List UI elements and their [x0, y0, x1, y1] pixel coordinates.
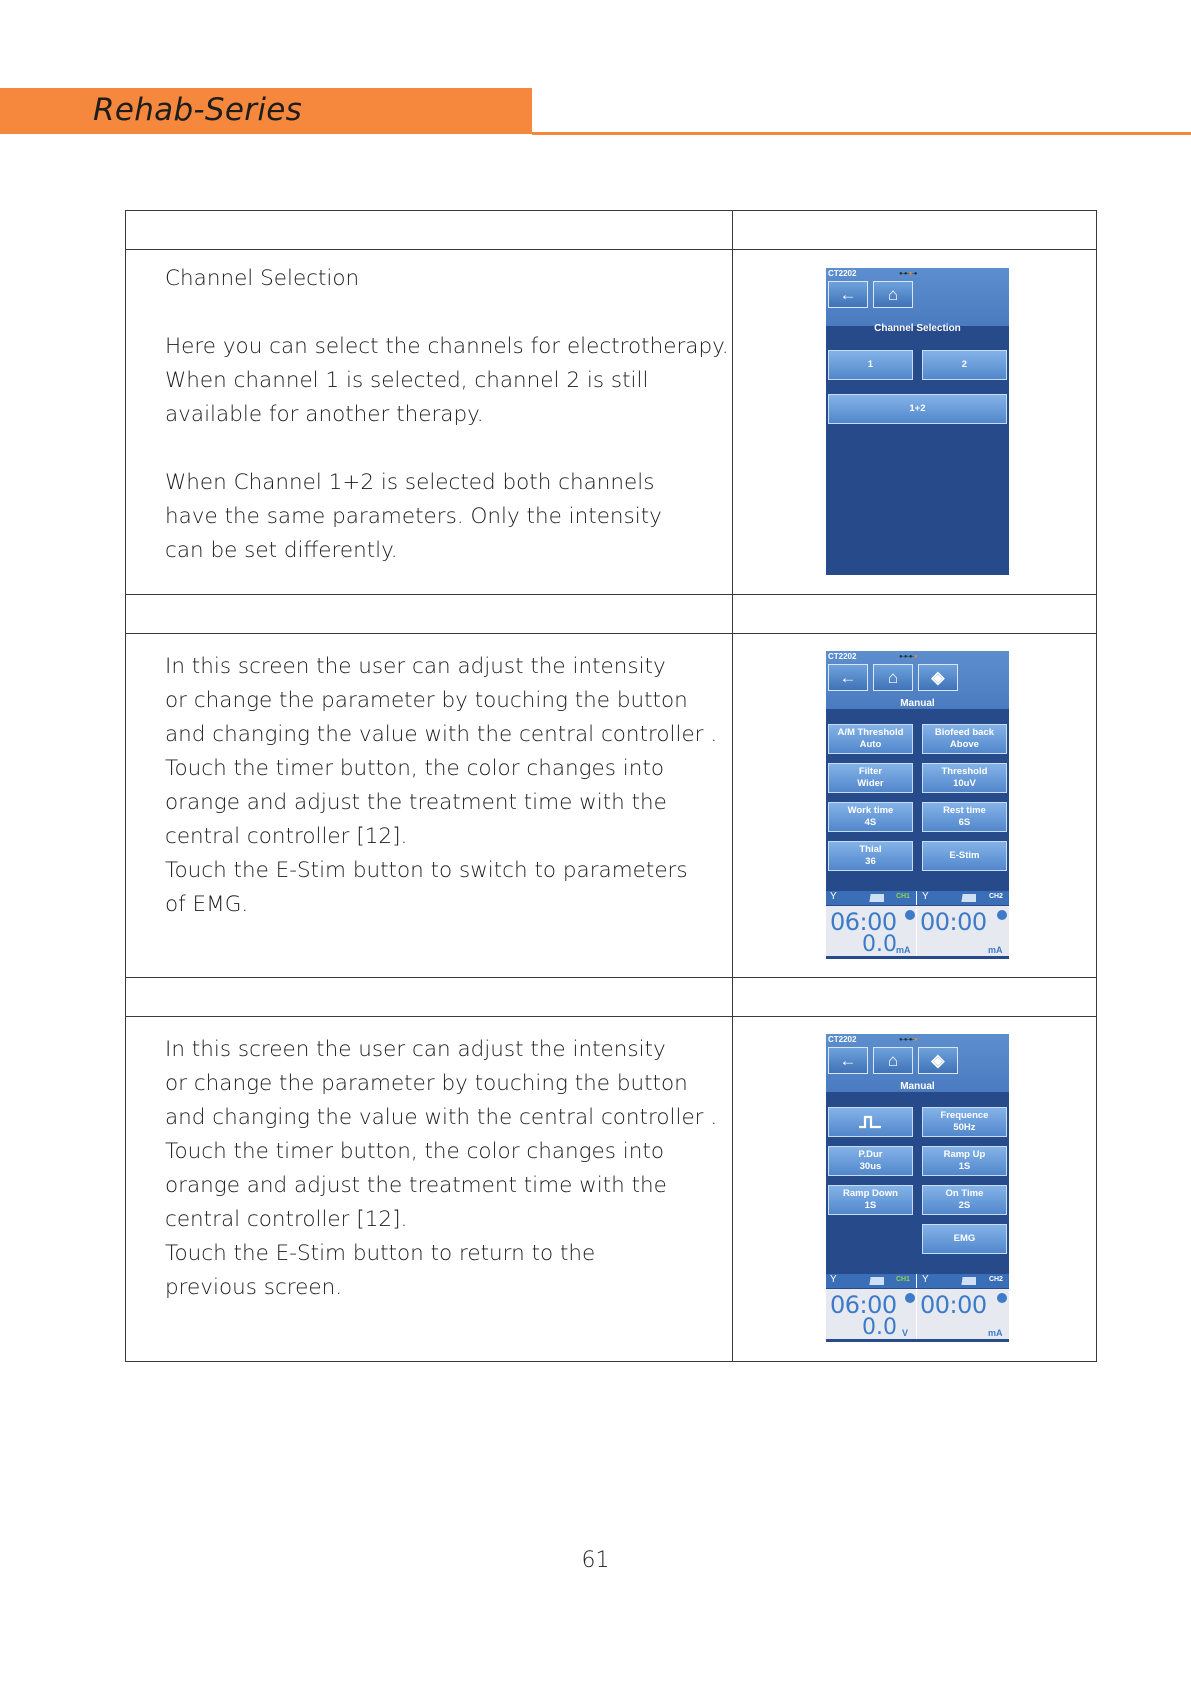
- timer-ch1-button[interactable]: 06:00 0.0 mA: [826, 906, 917, 956]
- level-indicator: [856, 1277, 884, 1285]
- timer-ch1-button[interactable]: 06:00 0.0 V: [826, 1289, 917, 1339]
- timer-ch2-button[interactable]: 00:00 mA: [918, 1289, 1009, 1339]
- timer-panel: [826, 1289, 1009, 1339]
- row-description: Channel Selection Here you can select the channels for electrotherapy. When channel 1 is selected, channel 2 is still available for another therapy. When Channel 1+2 is selected both channels have the same parameters. Only the intensity can be set differently.: [126, 250, 732, 568]
- screen-title: Manual: [900, 698, 935, 709]
- pulse-waveform-icon: [858, 1114, 882, 1130]
- ramp-up-button[interactable]: Ramp Up 1S: [922, 1146, 1007, 1176]
- series-title: Rehab-Series: [93, 92, 303, 128]
- am-threshold-button[interactable]: A/M Threshold Auto: [828, 724, 913, 754]
- table-row: [126, 250, 1097, 595]
- row-description: In this screen the user can adjust the intensity or change the parameter by touching the button and changing the value with the central controller . Touch the timer button, the color changes into orange and adjust the treatment time with the central controller [12]. Touch the E-Stim button to return to the previous screen.: [165, 1037, 718, 1300]
- antenna-icon: Y: [921, 891, 929, 902]
- home-icon[interactable]: ⌂: [873, 281, 913, 308]
- clock-icon: [997, 1293, 1007, 1303]
- filter-button[interactable]: Filter Wider: [828, 763, 913, 793]
- timer-ch2-button[interactable]: 00:00 mA: [918, 906, 1009, 956]
- clock-icon: [905, 1293, 915, 1303]
- settings-diamond-icon[interactable]: ◈: [918, 664, 958, 691]
- trial-button[interactable]: Thial 36: [828, 841, 913, 871]
- ramp-down-button[interactable]: Ramp Down 1S: [828, 1185, 913, 1215]
- device-screen-channel-selection: [826, 268, 1009, 575]
- frequency-button[interactable]: Frequence 50Hz: [922, 1107, 1007, 1137]
- page-number: 61: [581, 1548, 610, 1573]
- device-screen-manual-estim: [826, 1034, 1009, 1342]
- antenna-icon: Y: [829, 1274, 837, 1285]
- clock-icon: [905, 910, 915, 920]
- emg-button[interactable]: EMG: [922, 1224, 1007, 1254]
- channel-1-2-button[interactable]: 1+2: [828, 394, 1007, 424]
- channel-dots-icon: ●–●–●–●: [898, 1037, 917, 1043]
- waveform-button[interactable]: [828, 1107, 913, 1137]
- antenna-icon: Y: [921, 1274, 929, 1285]
- level-indicator: [948, 894, 976, 902]
- row-heading: Channel Selection: [165, 266, 360, 291]
- work-time-button[interactable]: Work time 4S: [828, 802, 913, 832]
- biofeedback-button[interactable]: Biofeed back Above: [922, 724, 1007, 754]
- channel-dots-icon: ●–●–●–●: [898, 654, 917, 660]
- on-time-button[interactable]: On Time 2S: [922, 1185, 1007, 1215]
- rest-time-button[interactable]: Rest time 6S: [922, 802, 1007, 832]
- antenna-icon: Y: [829, 891, 837, 902]
- clock-icon: [997, 910, 1007, 920]
- model-label: CT2202: [827, 652, 857, 661]
- channel-1-button[interactable]: 1: [828, 350, 913, 380]
- header-rule: [532, 132, 1191, 135]
- channel-2-button[interactable]: 2: [922, 350, 1007, 380]
- pulse-duration-button[interactable]: P.Dur 30us: [828, 1146, 913, 1176]
- home-icon[interactable]: ⌂: [873, 1047, 913, 1074]
- row-description: In this screen the user can adjust the intensity or change the parameter by touching the button and changing the value with the central controller . Touch the timer button, the color changes into orange and adjust the treatment time with the central controller [12]. Touch the E-Stim button to switch to parameters of EMG.: [165, 654, 718, 917]
- model-label: CT2202: [827, 1035, 857, 1044]
- table-row: [126, 1017, 1097, 1362]
- instruction-table: [125, 210, 1097, 1362]
- channel-dots-icon: ●–●–●–●: [898, 271, 917, 277]
- screen-title: Manual: [900, 1081, 935, 1092]
- model-label: CT2202: [827, 269, 857, 278]
- home-icon[interactable]: ⌂: [873, 664, 913, 691]
- level-indicator: [948, 1277, 976, 1285]
- timer-panel: [826, 906, 1009, 956]
- threshold-button[interactable]: Threshold 10uV: [922, 763, 1007, 793]
- device-screen-manual-emg: [826, 651, 1009, 959]
- estim-button[interactable]: E-Stim: [922, 841, 1007, 871]
- back-arrow-icon[interactable]: ←: [828, 664, 868, 691]
- back-arrow-icon[interactable]: ←: [828, 281, 868, 308]
- back-arrow-icon[interactable]: ←: [828, 1047, 868, 1074]
- level-indicator: [856, 894, 884, 902]
- table-row: [126, 634, 1097, 978]
- channel-status-bar: Y CH1 Y CH2: [826, 891, 1009, 905]
- screen-title: Channel Selection: [874, 323, 961, 334]
- channel-status-bar: Y CH1 Y CH2: [826, 1274, 1009, 1288]
- settings-diamond-icon[interactable]: ◈: [918, 1047, 958, 1074]
